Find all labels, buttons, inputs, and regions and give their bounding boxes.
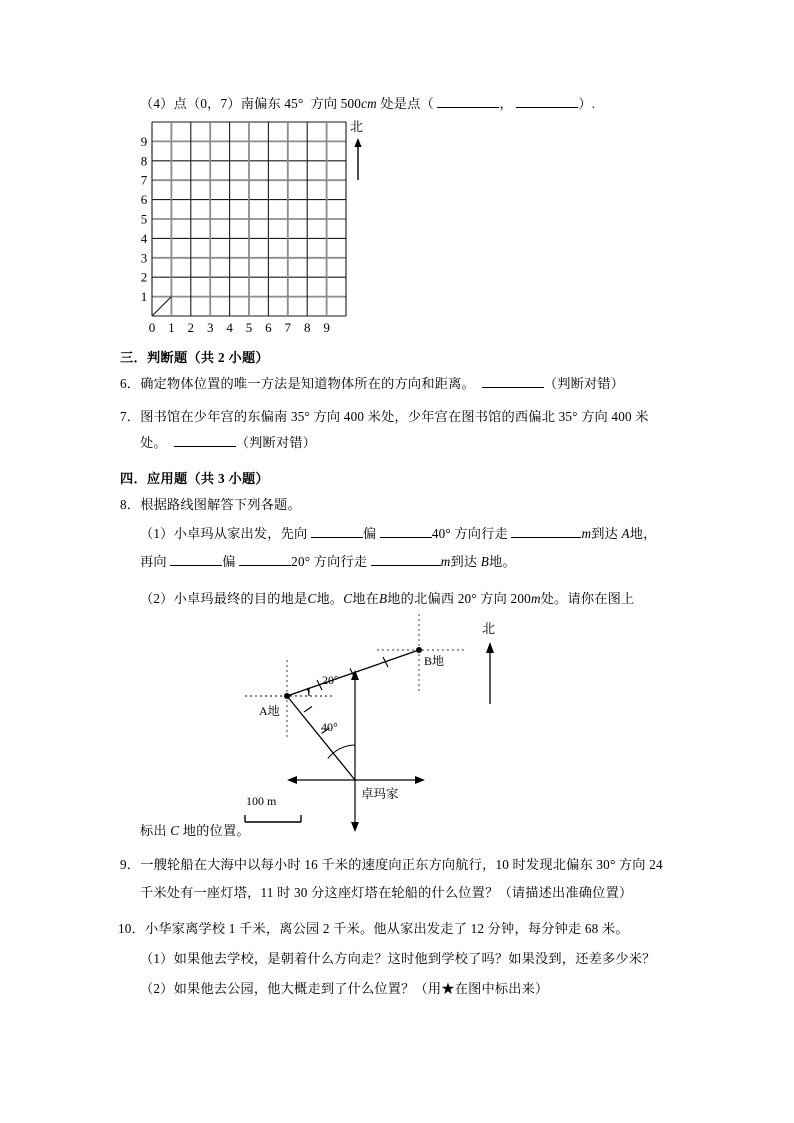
grid-compass-label: 北 — [350, 119, 364, 134]
q8-p3-g: 地的北偏西 20° 方向 200 — [387, 591, 531, 606]
question-8-stem — [120, 496, 301, 514]
q10-number: 10． — [118, 921, 145, 936]
grid-tick-label: 6 — [265, 320, 272, 335]
q9-text-line2: 千米处有一座灯塔，11 时 30 分这座灯塔在轮船的什么位置？（请描述出准确位置） — [140, 885, 633, 900]
q8-blank-direction-2[interactable] — [380, 537, 432, 538]
q8-p3-h: m — [530, 591, 541, 606]
q8-p2-c: 20° 方向行走 — [291, 554, 368, 569]
route-diagram-figure — [225, 612, 545, 837]
grid-tick-label: 2 — [187, 320, 195, 335]
q7-suffix: （判断对错） — [235, 435, 317, 450]
q8-p1-d: m — [581, 526, 592, 541]
question-7-line-1 — [120, 408, 649, 426]
q8-p4-c: 地的位置。 — [182, 823, 250, 838]
grid-tick-label: 6 — [140, 192, 148, 208]
question-10-stem — [118, 920, 629, 938]
grid-tick-label: 8 — [140, 153, 148, 169]
q8-p3-a: （2）小卓玛最终的目的地是 — [140, 591, 308, 606]
section-4-heading: 四．应用题（共 3 小题） — [120, 471, 269, 486]
grid-tick-label: 5 — [140, 211, 148, 227]
question-8-part-2-continued — [140, 822, 250, 840]
grid-tick-label: 3 — [140, 250, 148, 266]
q4-blank-2[interactable] — [516, 107, 578, 108]
q9-text-line1: 一艘轮船在大海中以每小时 16 千米的速度向正东方向航行，10 时发现北偏东 30° 方向 24 — [140, 857, 663, 872]
grid-tick-label: 4 — [226, 320, 233, 335]
grid-tick-label: 3 — [206, 320, 214, 335]
q8-blank-direction-4[interactable] — [239, 565, 291, 566]
question-6 — [120, 375, 624, 393]
coordinate-grid-figure — [130, 120, 400, 340]
question-10-part-2: （2）如果他去公园，他大概走到了什么位置？（用★在图中标出来） — [140, 981, 549, 996]
q8-p1-c: 40° 方向行走 — [431, 526, 508, 541]
q4-text-mid: 方向 500 — [310, 96, 362, 111]
q4-text-post: 处是点（ — [380, 96, 434, 111]
q8-p3-d: C — [343, 591, 353, 606]
q9-number: 9． — [120, 857, 141, 872]
q8-number: 8． — [120, 497, 141, 512]
question-9-line-1 — [120, 856, 663, 874]
q6-suffix: （判断对错） — [543, 376, 625, 391]
q4-degree: ° — [297, 96, 304, 111]
q8-p1-e: 到达 — [591, 526, 618, 541]
q8-p3-f: B — [379, 591, 388, 606]
q4-text-pre: （4）点（0，7）南偏东 45 — [140, 96, 298, 111]
grid-tick-label: 4 — [140, 230, 148, 246]
grid-tick-label: 5 — [245, 320, 253, 335]
q8-p4-a: 标出 — [140, 823, 167, 838]
q8-p3-b: C — [307, 591, 317, 606]
grid-tick-label: 7 — [284, 320, 292, 335]
grid-tick-label: 7 — [140, 172, 148, 188]
q4-blank-1[interactable] — [437, 107, 499, 108]
q8-p2-a: 再向 — [140, 554, 167, 569]
route-compass-label: 北 — [482, 621, 496, 636]
q7-blank[interactable] — [174, 446, 236, 447]
point-a-label: A地 — [259, 704, 280, 718]
q8-blank-direction-3[interactable] — [170, 565, 222, 566]
q8-p2-d: m — [440, 554, 451, 569]
section-3-heading: 三．判断题（共 2 小题） — [120, 350, 269, 365]
point-b-label: B地 — [424, 654, 445, 668]
question-7-line-2 — [140, 434, 316, 452]
scale-bar-label: 100 m — [246, 794, 277, 808]
q8-p3-c: 地。 — [316, 591, 344, 606]
grid-tick-label: 0 — [148, 320, 156, 335]
grid-tick-label: 1 — [168, 320, 175, 335]
angle-home-label: 40° — [321, 720, 338, 734]
q6-blank[interactable] — [482, 387, 544, 388]
q8-p4-b: C — [170, 823, 180, 838]
q8-p1-f: A — [621, 526, 630, 541]
q8-p1-a: （1）小卓玛从家出发，先向 — [140, 526, 308, 541]
home-label: 卓玛家 — [361, 787, 399, 801]
q8-p2-b: 偏 — [222, 554, 236, 569]
grid-tick-label: 9 — [323, 320, 330, 335]
q6-number: 6． — [120, 376, 141, 391]
q6-text: 确定物体位置的唯一方法是知道物体所在的方向和距离。 — [140, 376, 475, 391]
grid-tick-label: 8 — [303, 320, 311, 335]
q7-text-line2: 处。 — [140, 435, 167, 450]
grid-tick-label: 9 — [140, 133, 148, 149]
q7-number: 7． — [120, 409, 141, 424]
grid-tick-label: 1 — [140, 289, 148, 305]
q8-blank-direction-1[interactable] — [311, 537, 363, 538]
question-8-part-1-line-2 — [140, 553, 516, 571]
grid-tick-label: 2 — [140, 269, 148, 285]
angle-a-label: 20° — [322, 673, 339, 687]
q8-p2-g: 地。 — [489, 554, 516, 569]
q10-stem-text: 小华家离学校 1 千米，离公园 2 千米。他从家出发走了 12 分钟，每分钟走 68 米。 — [144, 921, 629, 936]
q8-p1-g: 地， — [629, 526, 657, 541]
question-8-part-2 — [140, 590, 634, 608]
q8-p2-e: 到达 — [450, 554, 478, 569]
question-4-line: （4）点（0，7）南偏东 45° 方向 500cm 处是点（ ， ）. — [140, 96, 596, 111]
question-10-part-1: （1）如果他去学校，是朝着什么方向走？这时他到学校了吗？如果没到，还差多少米？ — [140, 951, 656, 966]
q8-p2-f: B — [480, 554, 490, 569]
q8-stem-text: 根据路线图解答下列各题。 — [140, 497, 301, 512]
question-9-line-2 — [140, 884, 632, 902]
q8-p3-e: 地在 — [352, 591, 380, 606]
q4-unit: cm — [361, 96, 377, 111]
q8-p3-i: 处。请你在图上 — [540, 591, 635, 606]
q8-blank-distance-1[interactable] — [511, 537, 581, 538]
q8-p1-b: 偏 — [362, 526, 377, 541]
q7-text-line1: 图书馆在少年宫的东偏南 35° 方向 400 米处，少年宫在图书馆的西偏北 35° 方向 400 米 — [140, 409, 649, 424]
q8-blank-distance-2[interactable] — [371, 565, 441, 566]
question-8-part-1-line-1 — [140, 525, 657, 543]
